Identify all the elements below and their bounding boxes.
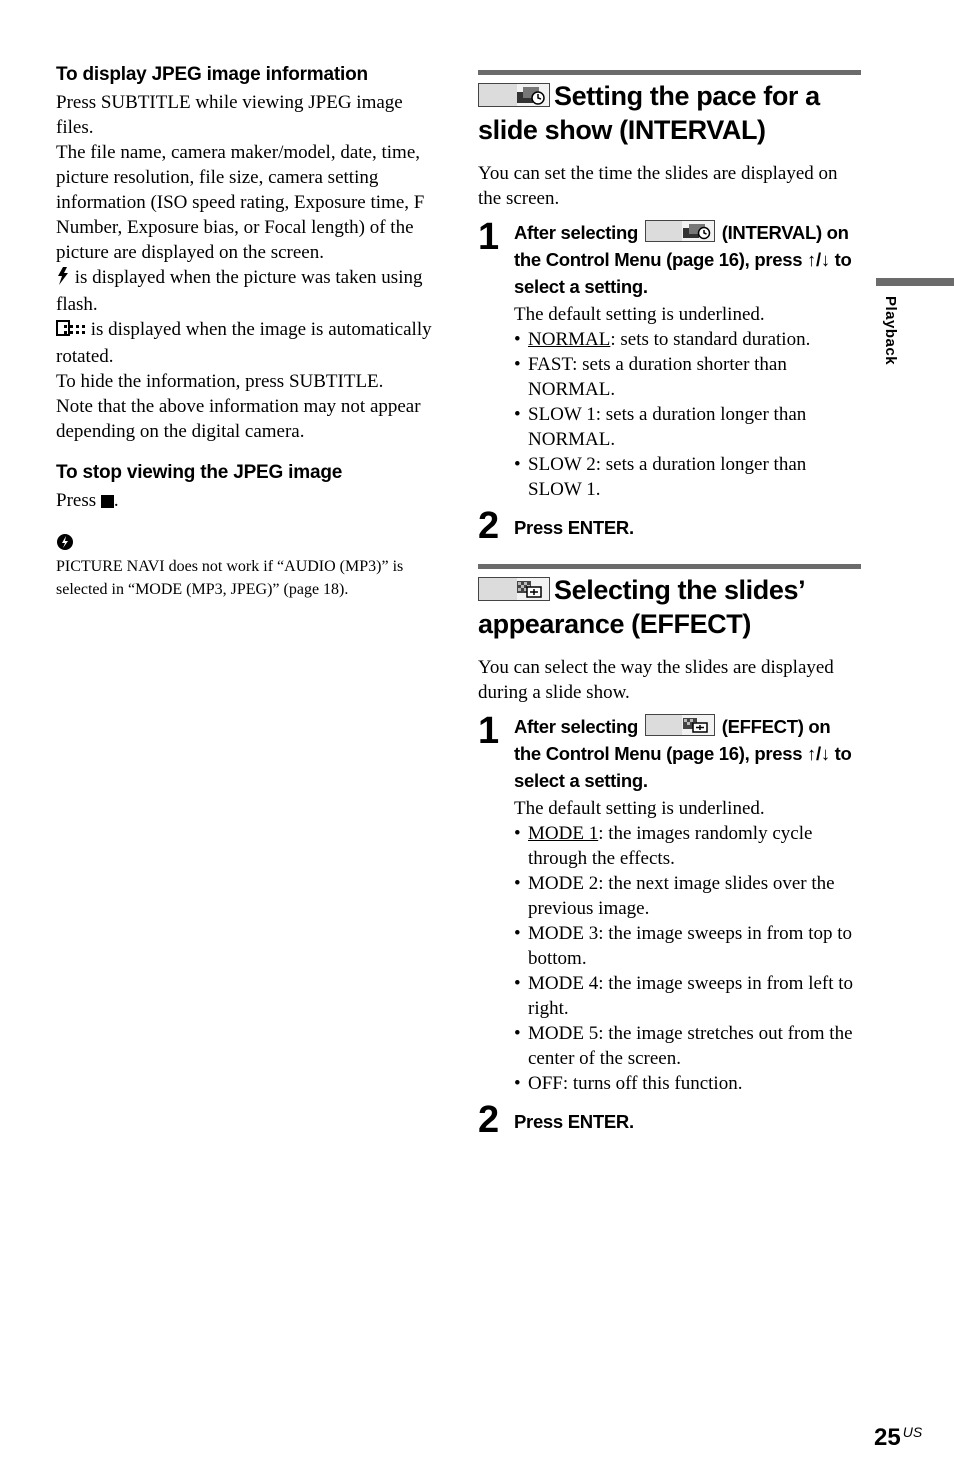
right-column	[478, 70, 862, 1141]
interval-title-text: Setting the pace for a slide show (INTERVAL)	[478, 81, 820, 145]
section-rule	[478, 70, 861, 75]
effect-icon	[645, 714, 715, 736]
side-tab-label: Playback	[882, 296, 899, 366]
jpeg-info-instruction: Press SUBTITLE while viewing JPEG image files.	[56, 92, 403, 138]
flash-line	[56, 265, 440, 317]
effect-title-text: Selecting the slides’ appearance (EFFECT)	[478, 575, 804, 639]
list-item: • MODE 2: the next image slides over the previous image.	[514, 871, 862, 921]
step-number: 1	[478, 710, 500, 752]
stop-heading: To stop viewing the JPEG image	[56, 462, 343, 483]
list-item: • MODE 1: the images randomly cycle through the effects.	[514, 821, 862, 871]
list-item: • FAST: sets a duration shorter than NORMAL.	[514, 352, 862, 402]
effect-icon	[478, 577, 550, 601]
flash-icon	[56, 267, 70, 292]
effect-default-note: The default setting is underlined.	[514, 798, 765, 819]
jpeg-info-heading: To display JPEG image information	[56, 64, 368, 85]
step-number: 1	[478, 216, 500, 258]
page-number-suffix: US	[902, 1424, 923, 1440]
effect-step-2	[478, 1099, 862, 1141]
interval-title	[478, 79, 862, 147]
effect-options	[514, 821, 862, 1096]
effect-step-1-post: (EFFECT) on the Control Menu (page 16), press ↑/↓ to select a setting.	[514, 716, 852, 791]
side-tab-bar	[876, 278, 954, 286]
rotate-icon	[56, 319, 86, 344]
effect-title	[478, 573, 862, 641]
interval-step-1	[478, 216, 862, 502]
effect-step-1-heading	[514, 713, 862, 794]
interval-step-1-heading	[514, 219, 862, 300]
effect-step-1	[478, 710, 862, 1096]
stop-line	[56, 488, 440, 515]
section-rule	[478, 564, 861, 569]
interval-options	[514, 327, 862, 502]
rotate-line	[56, 317, 440, 369]
flash-line-text: is displayed when the picture was taken using flash.	[56, 267, 423, 315]
camera-note-line: Note that the above information may not appear depending on the digital camera.	[56, 396, 421, 442]
interval-default-note: The default setting is underlined.	[514, 304, 765, 325]
interval-step-1-pre: After selecting	[514, 222, 639, 243]
interval-icon	[645, 220, 715, 242]
interval-step-1-post: (INTERVAL) on the Control Menu (page 16), press ↑/↓ to select a setting.	[514, 222, 852, 297]
interval-section	[478, 70, 862, 547]
page-number	[874, 1424, 922, 1452]
interval-step-2-text: Press ENTER.	[514, 517, 634, 538]
list-item: • SLOW 1: sets a duration longer than NORMAL.	[514, 402, 862, 452]
list-item: • MODE 5: the image stretches out from the center of the screen.	[514, 1021, 862, 1071]
hide-info-line: To hide the information, press SUBTITLE.	[56, 371, 384, 392]
list-item: • MODE 3: the image sweeps in from top to bottom.	[514, 921, 862, 971]
list-item: • NORMAL: sets to standard duration.	[514, 327, 862, 352]
rotate-line-text: is displayed when the image is automatically rotated.	[56, 319, 432, 367]
interval-intro: You can set the time the slides are displayed on the screen.	[478, 163, 838, 209]
list-item: • SLOW 2: sets a duration longer than SLOW 1.	[514, 452, 862, 502]
stop-line-end: .	[113, 490, 119, 511]
effect-step-1-pre: After selecting	[514, 716, 639, 737]
interval-icon	[478, 83, 550, 107]
step-number: 2	[478, 505, 500, 547]
list-item: • MODE 4: the image sweeps in from left to right.	[514, 971, 862, 1021]
stop-icon	[101, 490, 114, 515]
hint-icon	[56, 533, 440, 555]
list-item: • OFF: turns off this function.	[514, 1071, 862, 1096]
left-column	[56, 60, 440, 601]
effect-intro: You can select the way the slides are displayed during a slide show.	[478, 657, 834, 703]
jpeg-info-description: The file name, camera maker/model, date, time, picture resolution, file size, camera setting information (ISO speed rating, Exposure time, F Number, Exposure bias, or Focal length) of the picture are displayed on the screen.	[56, 142, 425, 263]
step-number: 2	[478, 1099, 500, 1141]
effect-section	[478, 564, 862, 1141]
effect-step-2-text: Press ENTER.	[514, 1111, 634, 1132]
stop-line-text: Press	[56, 490, 97, 511]
interval-step-2	[478, 505, 862, 547]
page-number-value: 25	[874, 1424, 901, 1451]
hint-text: PICTURE NAVI does not work if “AUDIO (MP3)” is selected in “MODE (MP3, JPEG)” (page 18).	[56, 558, 404, 598]
